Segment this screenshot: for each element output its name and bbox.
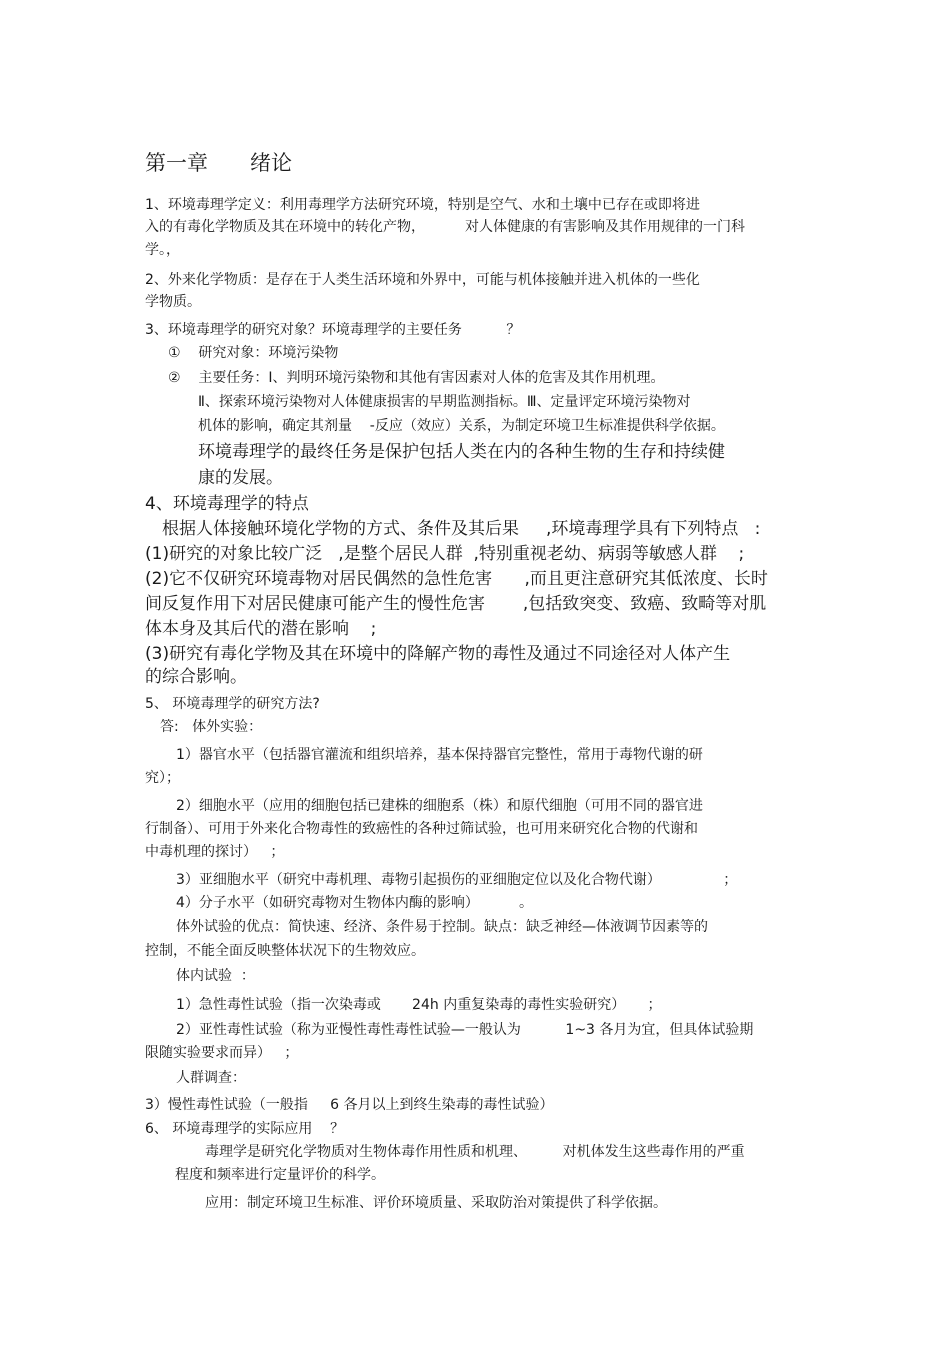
paragraph-line: 根据人体接触环境化学物的方式、条件及其后果 ,环境毒理学具有下列特点 : bbox=[162, 519, 761, 539]
list-item: 2）亚性毒性试验（称为亚慢性毒性毒性试验—一般认为 1~3 各月为宜，但具体试验期 bbox=[176, 1022, 754, 1038]
paragraph-line: 应用：制定环境卫生标准、评价环境质量、采取防治对策提供了科学依据。 bbox=[205, 1195, 667, 1211]
paragraph-line: 入的有毒化学物质及其在环境中的转化产物， 对人体健康的有害影响及其作用规律的一门科 bbox=[145, 219, 746, 235]
list-item: 2）细胞水平（应用的细胞包括已建株的细胞系（株）和原代细胞（可用不同的器官进 bbox=[176, 798, 703, 814]
paragraph-line: 学。， bbox=[145, 242, 180, 258]
list-item: 3）亚细胞水平（研究中毒机理、毒物引起损伤的亚细胞定位以及化合物代谢） ； bbox=[176, 872, 738, 888]
list-item: 3）慢性毒性试验（一般指 6 各月以上到终生染毒的毒性试验） bbox=[145, 1097, 554, 1113]
paragraph-line: Ⅱ、探索环境污染物对人体健康损害的早期监测指标。Ⅲ、定量评定环境污染物对 bbox=[198, 394, 691, 410]
paragraph-line: 间反复作用下对居民健康可能产生的慢性危害 ,包括致突变、致癌、致畸等对肌 bbox=[145, 594, 767, 614]
paragraph-line: 体本身及其后代的潜在影响 ; bbox=[145, 619, 377, 639]
chapter-number: 第一章 bbox=[145, 151, 208, 175]
paragraph-line: (3)研究有毒化学物及其在环境中的降解产物的毒性及通过不同途径对人体产生 bbox=[145, 644, 731, 664]
list-item: 1）急性毒性试验（指一次染毒或 24h 内重复染毒的毒性实验研究） ； bbox=[176, 997, 662, 1013]
list-item: 4）分子水平（如研究毒物对生物体内酶的影响） 。 bbox=[176, 895, 533, 911]
list-item: 1）器官水平（包括器官灌流和组织培养，基本保持器官完整性，常用于毒物代谢的研 bbox=[176, 747, 703, 763]
section-heading: 5、 环境毒理学的研究方法? bbox=[145, 696, 320, 712]
paragraph-line: 2、外来化学物质：是存在于人类生活环境和外界中，可能与机体接触并进入机体的一些化 bbox=[145, 272, 700, 288]
chapter-title: 绪论 bbox=[250, 151, 292, 175]
paragraph-line: 毒理学是研究化学物质对生物体毒作用性质和机理、 对机体发生这些毒作用的严重 bbox=[205, 1144, 745, 1160]
paragraph-line: (1)研究的对象比较广泛 ,是整个居民人群 ,特别重视老幼、病弱等敏感人群 ; bbox=[145, 544, 745, 564]
paragraph-line: 的综合影响。 bbox=[145, 667, 247, 687]
paragraph-line: 学物质。 bbox=[145, 294, 201, 310]
section-heading: 3、环境毒理学的研究对象？环境毒理学的主要任务 ？ bbox=[145, 322, 521, 338]
paragraph-line: (2)它不仅研究环境毒物对居民偶然的急性危害 ,而且更注意研究其低浓度、长时 bbox=[145, 569, 768, 589]
paragraph-line: 环境毒理学的最终任务是保护包括人类在内的各种生物的生存和持续健 bbox=[198, 442, 725, 462]
section-heading: 6、 环境毒理学的实际应用 ？ bbox=[145, 1121, 345, 1137]
paragraph-line: 1、环境毒理学定义：利用毒理学方法研究环境，特别是空气、水和土壤中已存在或即将进 bbox=[145, 197, 700, 213]
paragraph-line: 究）； bbox=[145, 770, 180, 786]
paragraph-line: 程度和频率进行定量评价的科学。 bbox=[175, 1167, 385, 1183]
paragraph-line: 答: 体外实验： bbox=[160, 719, 263, 735]
list-item: ① 研究对象：环境污染物 bbox=[168, 345, 339, 361]
paragraph-line: 体外试验的优点：简快速、经济、条件易于控制。缺点：缺乏神经—体液调节因素等的 bbox=[176, 919, 708, 935]
paragraph-line: 人群调查： bbox=[176, 1070, 246, 1086]
paragraph-line: 限随实验要求而异） ； bbox=[145, 1045, 299, 1061]
paragraph-line: 中毒机理的探讨） ； bbox=[145, 844, 285, 860]
paragraph-line: 机体的影响，确定其剂量 -反应（效应）关系，为制定环境卫生标准提供科学依据。 bbox=[198, 418, 725, 434]
paragraph-line: 行制备）、可用于外来化合物毒性的致癌性的各种过筛试验，也可用来研究化合物的代谢和 bbox=[145, 821, 698, 837]
paragraph-line: 体内试验 ： bbox=[176, 968, 255, 984]
section-heading: 4、环境毒理学的特点 bbox=[145, 494, 309, 514]
list-item: ② 主要任务：Ⅰ、判明环境污染物和其他有害因素对人体的危害及其作用机理。 bbox=[168, 370, 665, 386]
paragraph-line: 控制，不能全面反映整体状况下的生物效应。 bbox=[145, 943, 425, 959]
paragraph-line: 康的发展。 bbox=[198, 468, 283, 488]
